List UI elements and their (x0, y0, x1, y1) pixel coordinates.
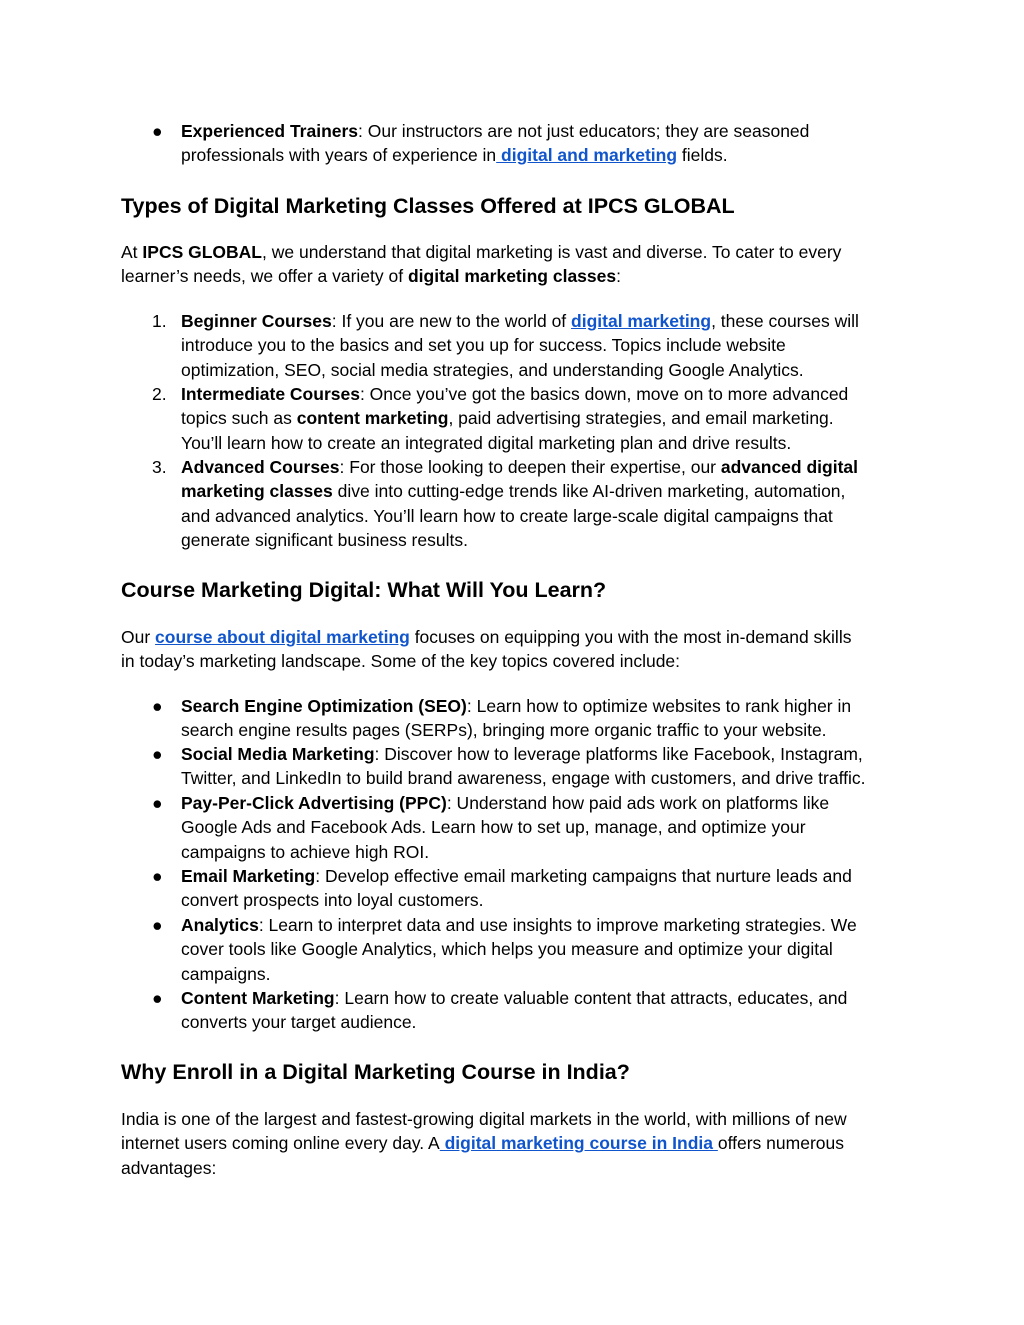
item-title: Intermediate Courses (181, 384, 360, 404)
item-title: Advanced Courses (181, 457, 340, 477)
item-title: Content Marketing (181, 988, 335, 1008)
bullet-marker: ● (152, 988, 163, 1008)
paragraph-learn-intro: Our course about digital marketing focuses on equipping you with the most in-demand skills in today’s marketing landscape. Some of the key topics covered include: (121, 627, 852, 672)
document-page: ● Experienced Trainers: Our instructors are not just educators; they are seasoned professionals with years of experience in digital and marketing fields. Types of Digital Marketing Classes Offered at IPCS GLOBAL At IPCS GLOBAL, we understand that digital marketing is vast and diverse. To cater to every learner’s needs, we offer a variety of digital marketing classes: 1. Beginner Courses: If you are new to the world of digital marketing, these courses will introduce you to the basics and set you up for success. Topics include website optimization, SEO, social media strategies, and understanding Google Analytics. 2. Intermediate Courses: Once you’ve got the basics down, move on to more advanced topics such as content marketing, paid advertising strategies, and email marketing. You’ll learn how to create an integrated digital marketing plan and drive results. 3. Advanced Courses: For those looking to deepen their expertise, our advanced digital marketing classes dive into cutting-edge trends like AI-driven marketing, automation, and advanced analytics. You’ll learn how to create large-scale digital campaigns that generate significant business results. Course Marketing Digital: What Will You Learn? Our course about digital marketing focuses on equipping you with the most in-demand skills in today’s marketing landscape. Some of the key topics covered include: ● Search Engine Optimization (SEO): Learn how to optimize websites to rank higher in search engine results pages (SERPs), bringing more organic traffic to your website. ● Social Media Marketing: Discover how to leverage platforms like Facebook, Instagram, Twitter, and LinkedIn to build brand awareness, engage with customers, and drive traffic. ● Pay-Per-Click Advertising (PPC): Understand how paid ads work on platforms like Google Ads and Facebook Ads. Learn how to set up, manage, and optimize your campaigns to achieve high ROI. ● Email Marketing: Develop effective email marketing campaigns that nurture leads and convert prospects into loyal customers. ● Analytics: Learn to interpret data and use insights to improve marketing strategies. We cover tools like Google Analytics, which helps you measure and optimize your digital campaigns. ● Content Marketing: Learn how to create valuable content that attracts, educates, and converts your target audience. Why Enroll in a Digital Marketing Course in India? India is one of the largest and fastest-growing digital markets in the world, with millions of new internet users coming online every day. A digital marketing course in India offers numerous advantages: (0, 0, 1024, 1325)
bullet-marker: ● (152, 121, 163, 141)
list-number: 2. (152, 384, 167, 404)
item-title: Pay-Per-Click Advertising (PPC) (181, 793, 447, 813)
item-title: Analytics (181, 915, 259, 935)
link-digital-marketing[interactable]: digital marketing (571, 311, 712, 331)
paragraph-why-enroll: India is one of the largest and fastest-growing digital markets in the world, with millions of new internet users coming online every day. A digital marketing course in India offers numerous advantages: (121, 1109, 847, 1178)
heading-what-will-you-learn: Course Marketing Digital: What Will You Learn? (121, 578, 607, 602)
bullet-marker: ● (152, 915, 163, 935)
list-number: 3. (152, 457, 167, 477)
paragraph-types-intro: At IPCS GLOBAL, we understand that digital marketing is vast and diverse. To cater to every learner’s needs, we offer a variety of digital marketing classes: (121, 242, 842, 287)
bullet-marker: ● (152, 696, 163, 716)
bullet-marker: ● (152, 793, 163, 813)
bullet-marker: ● (152, 866, 163, 886)
item-title: Search Engine Optimization (SEO) (181, 696, 467, 716)
bullet-marker: ● (152, 744, 163, 764)
item-title: Social Media Marketing (181, 744, 375, 764)
link-digital-marketing-course-in-india[interactable]: digital marketing course in India (439, 1133, 718, 1154)
item-title: Experienced Trainers (181, 121, 359, 141)
link-course-about-digital-marketing[interactable]: course about digital marketing (155, 627, 410, 647)
list-number: 1. (152, 311, 167, 331)
item-title: Beginner Courses (181, 311, 332, 331)
heading-types-of-classes: Types of Digital Marketing Classes Offered at IPCS GLOBAL (121, 194, 735, 218)
heading-why-enroll: Why Enroll in a Digital Marketing Course in India? (121, 1060, 630, 1084)
link-digital-and-marketing[interactable]: digital and marketing (496, 145, 678, 166)
item-title: Email Marketing (181, 866, 316, 886)
